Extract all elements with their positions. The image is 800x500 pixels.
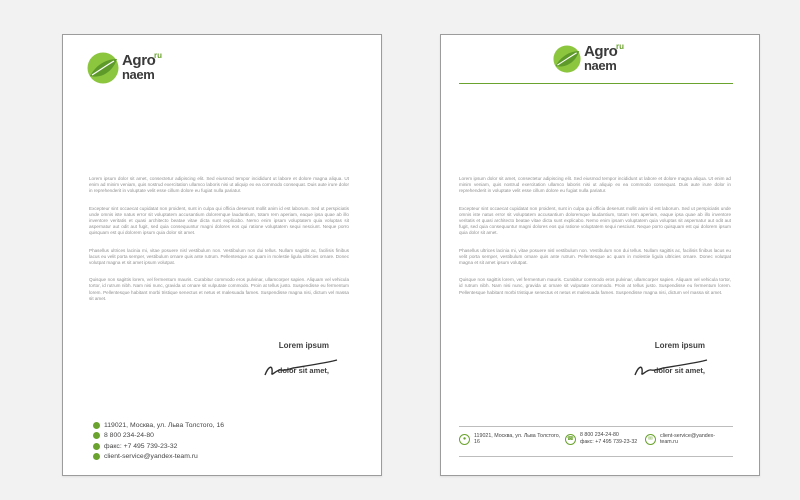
signature-name: Lorem ipsum	[278, 341, 329, 350]
letter-paragraph: Lorem ipsum dolor sit amet, consectetur adipiscing elit. Sed eiusmod tempor incididunt ut labore et dolore magna aliqua. Ut enim ad minim veniam, quis nostrud exercitation ullamco laboris nisi ut aliquip ex ea commodo consequat. Duis aute irure dolor in reprehenderit in voluptate velit esse cillum dolore eu fugiat nulla pariatur.	[459, 176, 731, 194]
brand-logo	[87, 51, 162, 84]
footer-rule-top	[459, 426, 733, 427]
letter-body	[459, 176, 731, 307]
contact-address: 119021, Москва, ул. Льва Толстого, 16	[474, 433, 561, 445]
contact-email: client-service@yandex-team.ru	[659, 433, 716, 445]
letter-paragraph: Quisque non sagittis lorem, vel fermentum mauris. Curabitur commodo eros pulvinar, ullamcorper sapien. Aliquam vel vehicula tortor, id rutrum nibh. Nam nisi nunc, gravida ut ornare sit vulputate commodo. Proin at tellus justo. Suspendisse eu fermentum lorem. Pellentesque habitant morbi tristique senectus et netus et malesuada fames. Suspendisse magna nisi, dictum vel massa sit amet.	[459, 277, 731, 295]
contact-phone-row	[93, 431, 224, 440]
contact-address: 119021, Москва, ул. Льва Толстого, 16	[104, 422, 225, 429]
leaf-logo-icon	[553, 45, 581, 73]
email-icon: ✉	[645, 434, 656, 445]
letterhead-right	[440, 34, 760, 476]
location-pin-icon: ●	[459, 434, 470, 445]
contact-list	[93, 421, 224, 462]
contact-email-row	[93, 452, 224, 461]
contact-fax: факс: +7 495 739-23-32	[579, 439, 638, 445]
signature-name: Lorem ipsum	[654, 341, 705, 350]
fax-icon	[93, 443, 100, 450]
contact-email: client-service@yandex-team.ru	[104, 452, 198, 460]
signature-scribble-icon	[633, 357, 711, 379]
contact-fax: факс: +7 495 739-23-32	[104, 442, 178, 450]
email-icon	[93, 453, 100, 460]
contact-address-row	[93, 421, 224, 430]
letter-paragraph: Lorem ipsum dolor sit amet, consectetur adipiscing elit. Sed eiusmod tempor incididunt ut labore et dolore magna aliqua. Ut enim ad minim veniam, quis nostrud exercitation ullamco laboris nisi ut aliquip ex ea commodo consequat. Duis aute irure dolor in reprehenderit in voluptate velit esse cillum dolore eu fugiat nulla pariatur.	[89, 176, 349, 194]
letter-paragraph: Phasellus ultrices lacinia mi, vitae posuere nisl vestibulum non. Vestibulum non dui tellus. Nullam sagittis ac, facilisis finibus lacus eu velit porta semper, vestibulum ornare quis ante rutrum. Pellentesque ac quam in molestie ligula ultricies ornare. Donec volutpat magna et sit amet ipsum volutpat.	[89, 247, 349, 266]
footer-phones	[565, 432, 645, 446]
contact-phone: 8 800 234-24-80	[104, 432, 154, 440]
letter-paragraph: Excepteur sint occaecat cupidatat non proident, sunt in culpa qui officia deserunt mollit anim id est laborum. Sed ut perspiciatis unde omnis iste natus error sit voluptatem accusantium doloremque laudantium, totam rem aperiam, eaque ipsa quae ab illo inventore veritatis et quasi architecto beatae vitae dicta sunt explicabo. Nemo enim ipsam voluptatem quia voluptas sit aspernatur aut odit aut fugit, sed quia consequuntur magni dolores eos qui ratione voluptatem sequi nesciunt. Neque porro quisquam est qui dolorem ipsum quia dolor sit amet.	[89, 205, 349, 236]
letter-body	[89, 176, 349, 313]
brand-superscript: ru	[154, 51, 162, 60]
header-accent-line	[459, 83, 733, 84]
brand-word-bottom: naem	[584, 58, 617, 73]
location-pin-icon	[93, 422, 100, 429]
brand-word-bottom: naem	[122, 67, 155, 82]
phone-icon: ☎	[565, 434, 576, 445]
signature-scribble-icon	[263, 357, 341, 379]
signature-title: dolor sit amet,	[277, 366, 329, 375]
letter-paragraph: Phasellus ultrices lacinia mi, vitae posuere nisl vestibulum non. Vestibulum non dui tellus. Nullam sagittis ac, facilisis finibus lacus eu velit porta semper, vestibulum ornare quis ante rutrum. Pellentesque ac quam in molestie ligula ultricies ornare. Donec volutpat magna et sit amet ipsum volutpat.	[459, 247, 731, 266]
brand-word-top: Agro	[122, 52, 156, 69]
brand-superscript: ru	[616, 42, 624, 51]
footer-rule-bottom	[459, 456, 733, 457]
leaf-logo-icon	[87, 52, 119, 84]
letter-paragraph: Excepteur sint occaecat cupidatat non proident, sunt in culpa qui officia deserunt mollit anim id est laborum. Sed ut perspiciatis unde omnis iste natus error sit voluptatem accusantium doloremque laudantium, totam rem aperiam, eaque ipsa quae ab illo inventore veritatis et quasi architecto beatae vitae dicta sunt explicabo. Nemo enim ipsam voluptatem quia voluptas sit aspernatur aut odit aut fugit, sed quia consequuntur magni dolores eos qui ratione voluptatem sequi nesciunt. Neque porro quisquam est qui dolorem ipsum quia dolor sit amet.	[459, 205, 731, 236]
letter-paragraph: Quisque non sagittis lorem, vel fermentum mauris. Curabitur commodo eros pulvinar, ullamcorper sapien. Aliquam vel vehicula tortor, id rutrum nibh. Nam nisi nunc, gravida ut ornare sit vulputate commodo. Proin at tellus justo. Suspendisse eu fermentum lorem. Pellentesque habitant morbi tristique senectus et netus et malesuada fames. Suspendisse magna nisi, dictum vel massa sit amet.	[89, 277, 349, 301]
footer-email	[645, 433, 733, 445]
footer-address	[459, 433, 565, 445]
signature-title: dolor sit amet,	[653, 366, 705, 375]
brand-wordmark	[122, 51, 162, 82]
brand-word-top: Agro	[584, 43, 618, 60]
contact-phone: 8 800 234-24-80	[579, 432, 619, 438]
brand-logo	[553, 42, 624, 73]
phone-icon	[93, 432, 100, 439]
contact-footer	[459, 432, 733, 446]
contact-fax-row	[93, 442, 224, 451]
brand-wordmark	[584, 42, 624, 73]
letterhead-left	[62, 34, 382, 476]
